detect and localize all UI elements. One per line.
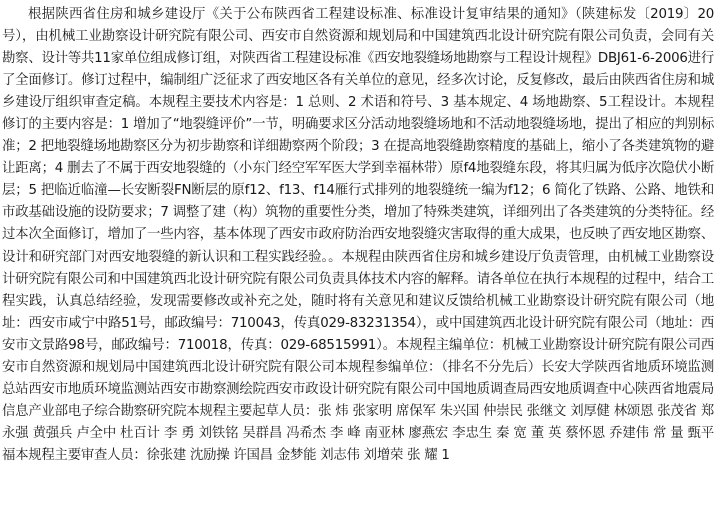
document-paragraph: 根据陕西省住房和城乡建设厅《关于公布陕西省工程建设标准、标准设计复审结果的通知》（陕建标发〔2019〕20号），由机械工业勘察设计研究院有限公司、西安市自然资源和规划局和中国建筑西北设计研究院有限公司负责，会同有关勘察、设计等共11家单位组成修订组，对陕西省工程建设标准《西安地裂缝场地勘察与工程设计规程》DBJ61-6-2006进行了全面修订。修订过程中，编制组广泛征求了西安地区各有关单位的意见，经多次讨论，反复修改，最后由陕西省住房和城乡建设厅组织审查定稿。本规程主要技术内容是：1 总则、2 术语和符号、3 基本规定、4 场地勘察、5工程设计。本规程修订的主要内容是：1 增加了“地裂缝评价”一节，明确要求区分活动地裂缝场地和不活动地裂缝场地，提出了相应的判别标准；2 把地裂缝场地勘察区分为初步勘察和详细勘察两个阶段；3 在提高地裂缝勘察精度的基础上，缩小了各类建筑物的避让距离；4 删去了不属于西安地裂缝的（小东门经空军军医大学到幸福林带）原f4地裂缝东段，将其归属为低序次隐伏小断层；5 把临近临潼—长安断裂FN断层的原f12、f13、f14雁行式排列的地裂缝统一编为f12；6 简化了铁路、公路、地铁和市政基础设施的设防要求；7 调整了建（构）筑物的重要性分类，增加了特殊类建筑，详细列出了各类建筑的分类特征。经过本次全面修订，增加了一些内容，基本体现了西安市政府防治西安地裂缝灾害取得的重大成果，也反映了西安地区勘察、设计和研究部门对西安地裂缝的新认识和工程实践经验。。本规程由陕西省住房和城乡建设厅负责管理，由机械工业勘察设计研究院有限公司和中国建筑西北设计研究院有限公司负责具体技术内容的解释。请各单位在执行本规程的过程中，结合工程实践，认真总结经验，发现需要修改或补充之处，随时将有关意见和建议反馈给机械工业勘察设计研究院有限公司（地址：西安市咸宁中路51号，邮政编号：710043，传真029-83231354），或中国建筑西北设计研究院有限公司（地址：西安市文景路98号，邮政编号：710018，传真：029-68515991）。本规程主编单位：机械工业勘察设计研究院有限公司西安市自然资源和规划局中国建筑西北设计研究院有限公司本规程参编单位：（排名不分先后）长安大学陕西省地质环境监测总站西安市地质环境监测站西安市勘察测绘院西安市政设计研究院有限公司中国地质调查局西安地质调查中心陕西省地震局信息产业部电子综合勘察研究院本规程主要起草人员：张 炜 张家明 席保军 朱兴国 仲崇民 张继文 刘厚健 林颂恩 张茂省 郑永强 黄强兵 卢全中 杜百计 李 勇 刘铁铭 吴群昌 冯希杰 李 峰 南亚林 廖燕宏 李忠生 秦 宽 董 英 蔡怀恩 乔建伟 常 量 甄平福本规程主要审查人员：徐张建 沈励操 许国昌 金梦能 刘志伟 刘增荣 张 耀 1	[2, 7, 714, 463]
